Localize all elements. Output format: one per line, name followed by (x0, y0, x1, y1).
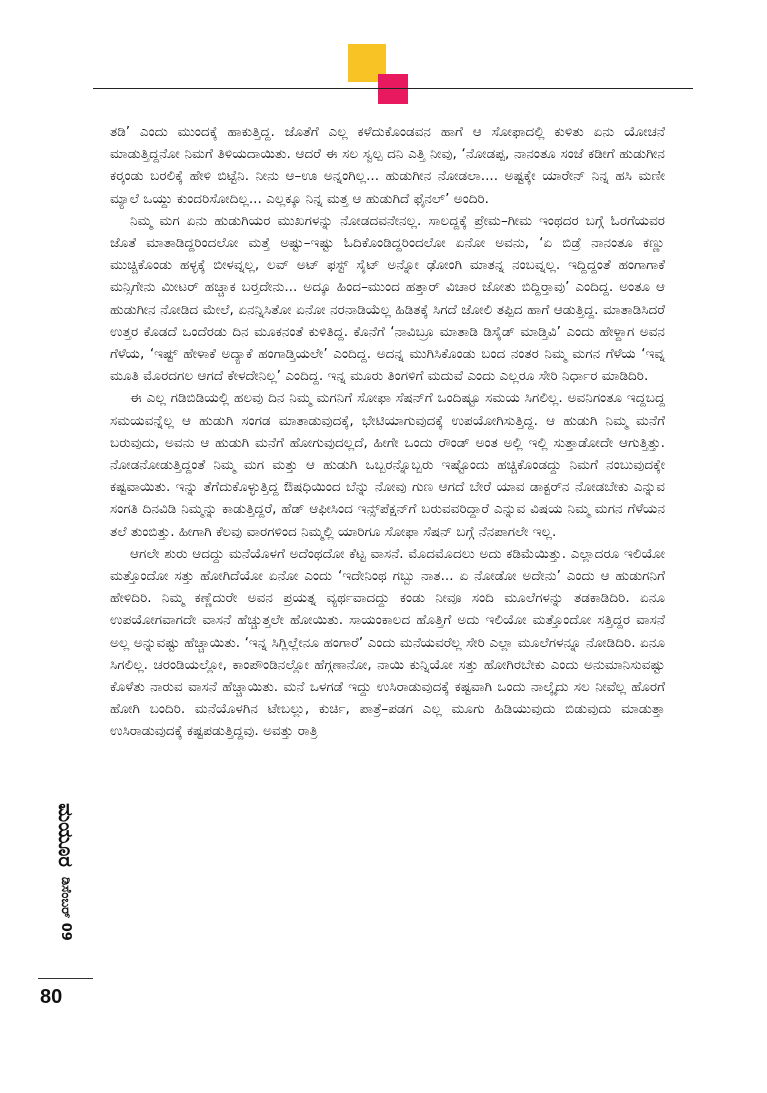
paragraph-3: ಈ ಎಲ್ಲ ಗಡಿಬಿಡಿಯಲ್ಲಿ ಹಲವು ದಿನ ನಿಮ್ಮ ಮಗನಿಗೆ ಸೋಫಾ ಸೆಷನ್‌ಗೆ ಒಂದಿಷ್ಟೂ ಸಮಯ ಸಿಗಲಿಲ್ಲ. ಅವನಿಗಂತೂ ಇದ್ದಬದ್ದ ಸಮಯವನ್ನೆಲ್ಲ ಆ ಹುಡುಗಿ ಸಂಗಡ ಮಾತಾಡುವುದಕ್ಕೆ, ಭೇಟಿಯಾಗುವುದಕ್ಕೆ ಉಪಯೋಗಿಸುತ್ತಿದ್ದ. ಆ ಹುಡುಗಿ ನಿಮ್ಮ ಮನೆಗೆ ಬರುವುದು, ಅವನು ಆ ಹುಡುಗಿ ಮನೆಗೆ ಹೋಗುವುದಲ್ಲದೆ, ಹೀಗೇ ಒಂದು ರೌಂಡ್ ಅಂತ ಅಲ್ಲಿ ಇಲ್ಲಿ ಸುತ್ತಾಡೋದೇ ಆಗುತ್ತಿತ್ತು. ನೋಡನೋಡುತ್ತಿದ್ದಂತೆ ನಿಮ್ಮ ಮಗ ಮತ್ತು ಆ ಹುಡುಗಿ ಒಬ್ಬರನ್ನೊಬ್ಬರು ಇಷ್ಟೊಂದು ಹಚ್ಚಿಕೊಂಡದ್ದು ನಿಮಗೆ ನಂಬುವುದಕ್ಕೇ ಕಷ್ಟವಾಯಿತು. ಇನ್ನು ತೆಗೆದುಕೊಳ್ಳುತ್ತಿದ್ದ ಔಷಧಿಯಿಂದ ಬೆನ್ನು ನೋವು ಗುಣ ಆಗದೆ ಬೇರೆ ಯಾವ ಡಾಕ್ಟರ್‌ನ ನೋಡಬೇಕು ಎನ್ನುವ ಸಂಗತಿ ದಿನವಿಡಿ ನಿಮ್ಮನ್ನು ಕಾಡುತ್ತಿದ್ದರೆ, ಹೆಡ್ ಆಫೀಸಿಂದ ಇನ್ಸ್‌ಪೆಕ್ಷನ್‌ಗೆ ಬರುವವರಿದ್ದಾರೆ ಎನ್ನುವ ವಿಷಯ ನಿಮ್ಮ ಮಗನ ಗೆಳೆಯನ ತಲೆ ತುಂಬಿತ್ತು. ಹೀಗಾಗಿ ಕೆಲವು ವಾರಗಳಿಂದ ನಿಮ್ಮಲ್ಲಿ ಯಾರಿಗೂ ಸೋಫಾ ಸೆಷನ್ ಬಗ್ಗೆ ನೆನಪಾಗಲೇ ಇಲ್ಲ. (110, 390, 665, 540)
issue-month: ಡಿಸೆಂಬರ್ 09 (58, 876, 74, 941)
article-body (110, 121, 665, 743)
page-number: 80 (40, 986, 63, 1008)
paragraph-2: ನಿಮ್ಮ ಮಗ ಏನು ಹುಡುಗಿಯರ ಮುಖಗಳನ್ನು ನೋಡದವನೇನಲ್ಲ. ಸಾಲದ್ದಕ್ಕೆ ಪ್ರೇಮ–ಗೀಮ ಇಂಥದರ ಬಗ್ಗೆ ಓರಗೆಯವರ ಜೊತೆ ಮಾತಾಡಿದ್ದರಿಂದಲೋ ಮತ್ತೆ ಅಷ್ಟು–ಇಷ್ಟು ಓದಿಕೊಂಡಿದ್ದರಿಂದಲೋ ಏನೋ ಅವನು, ‘ಏ ಬಿಡ್ರೆ ನಾನಂತೂ ಕಣ್ಣು ಮುಚ್ಚಿಕೊಂಡು ಹಳ್ಳಕ್ಕೆ ಬೀಳವ್ನಲ್ಲ, ಲವ್ ಅಟ್ ಫಸ್ಟ್ ಸೈಟ್ ಅನ್ನೋ ಢೋಂಗಿ ಮಾತನ್ನ ನಂಬವ್ನಲ್ಲ. ಇದ್ದಿದ್ದಂತೆ ಹಂಗಾಗಾಕೆ ಮನ್ಸಿಗೇನು ಮೀಟರ್ ಹಚ್ಚಾಕ ಬರ್‍ತದೇನು... ಅದ್ಕೂ ಹಿಂದ–ಮುಂದ ಹತ್ತಾರ್ ವಿಚಾರ ಜೋತು ಬಿದ್ದಿರ್‍ತಾವು’ ಎಂದಿದ್ದ. ಅಂತೂ ಆ ಹುಡುಗೀನ ನೋಡಿದ ಮೇಲೆ, ಏನನ್ನಿಸಿತೋ ಏನೋ ನರನಾಡಿಯೆಲ್ಲ ಹಿಡಿತಕ್ಕೆ ಸಿಗದೆ ಜೋಲಿ ತಪ್ಪಿದ ಹಾಗೆ ಆಡುತ್ತಿದ್ದ. ಮಾತಾಡಿಸಿದರೆ ಉತ್ತರ ಕೊಡದೆ ಒಂದೆರಡು ದಿನ ಮೂಕನಂತೆ ಕುಳಿತಿದ್ದ. ಕೊನೆಗೆ ‘ನಾವಿಬ್ರೂ ಮಾತಾಡಿ ಡಿಸೈಡ್ ಮಾಡ್ತಿವಿ’ ಎಂದು ಹೇಳ್ದಾಗ ಅವನ ಗೆಳೆಯ, ‘ಇಷ್ಟ್ ಹೇಳಾಕೆ ಅದ್ಯಾಕೆ ಹಂಗಾಡ್ತಿಯಲೇ’ ಎಂದಿದ್ದ. ಅದನ್ನ ಮುಗಿಸಿಕೊಂಡು ಬಂದ ನಂತರ ನಿಮ್ಮ ಮಗನ ಗೆಳೆಯ ‘ಇವ್ನ ಮೂತಿ ಮೊರದಗಲ ಆಗದೆ ಕೇಳದೇನಿಲ್ಲ’ ಎಂದಿದ್ದ. ಇನ್ನ ಮೂರು ತಿಂಗಳಿಗೆ ಮದುವೆ ಎಂದು ಎಲ್ಲರೂ ಸೇರಿ ನಿರ್ಧಾರ ಮಾಡಿದಿರಿ. (110, 212, 665, 385)
paragraph-4: ಆಗಲೇ ಶುರು ಆದದ್ದು ಮನೆಯೊಳಗೆ ಅದೆಂಥದೋ ಕೆಟ್ಟ ವಾಸನೆ. ಮೊದಮೊದಲು ಅದು ಕಡಿಮೆಯಿತ್ತು. ಎಲ್ಲಾದರೂ ಇಲಿಯೋ ಮತ್ತೊಂದೋ ಸತ್ತು ಹೋಗಿದೆಯೋ ಏನೋ ಎಂದು ‘ಇದೇನಿಂಥ ಗಬ್ಬು ನಾತ... ಏ ನೋಡೋ ಅದೇನು’ ಎಂದು ಆ ಹುಡುಗನಿಗೆ ಹೇಳಿದಿರಿ. ನಿಮ್ಮ ಕಣ್ಣೆದುರೇ ಅವನ ಪ್ರಯತ್ನ ವ್ಯರ್ಥವಾದದ್ದು ಕಂಡು ನೀವೂ ಸಂದಿ ಮೂಲೆಗಳನ್ನು ತಡಕಾಡಿದಿರಿ. ಏನೂ ಉಪಯೋಗವಾಗದೇ ವಾಸನೆ ಹೆಚ್ಚುತ್ತಲೇ ಹೋಯಿತು. ಸಾಯಂಕಾಲದ ಹೊತ್ತಿಗೆ ಅದು ಇಲಿಯೋ ಮತ್ತೊಂದೋ ಸತ್ತಿದ್ದರ ವಾಸನೆ ಅಲ್ಲ ಅನ್ನುವಷ್ಟು ಹೆಚ್ಚಾಯಿತು. ‘ಇನ್ನ ಸಿಗ್ಲಿಲ್ಲೇನೂ ಹಂಗಾರೆ’ ಎಂದು ಮನೆಯವರೆಲ್ಲ ಸೇರಿ ಎಲ್ಲಾ ಮೂಲೆಗಳನ್ನೂ ನೋಡಿದಿರಿ. ಏನೂ ಸಿಗಲಿಲ್ಲ. ಚರಂಡಿಯಲ್ಲೋ, ಕಾಂಪೌಂಡಿನಲ್ಲೋ ಹೆಗ್ಗಣಾನೋ, ನಾಯಿ ಕುನ್ನಿಯೋ ಸತ್ತು ಹೋಗಿರಬೇಕು ಎಂದು ಅನುಮಾನಿಸುವಷ್ಟು ಕೊಳೆತು ನಾರುವ ವಾಸನೆ ಹೆಚ್ಚಾಯಿತು. ಮನೆ ಒಳಗಡೆ ಇದ್ದು ಉಸಿರಾಡುವುದಕ್ಕೆ ಕಷ್ಟವಾಗಿ ಒಂದು ನಾಲ್ಕೈದು ಸಲ ನೀವೆಲ್ಲ ಹೊರಗೆ ಹೋಗಿ ಬಂದಿರಿ. ಮನೆಯೊಳಗಿನ ಟೇಬಲ್ಲು, ಕುರ್ಚಿ, ಪಾತ್ರೆ–ಪಡಗ ಎಲ್ಲ ಮೂಗು ಹಿಡಿಯುವುದು ಬಿಡುವುದು ಮಾಡುತ್ತಾ ಉಸಿರಾಡುವುದಕ್ಕೆ ಕಷ್ಟಪಡುತ್ತಿದ್ದವು. ಅವತ್ತು ರಾತ್ರಿ (110, 545, 665, 740)
footer-rule (38, 978, 93, 979)
decorative-magenta-square (378, 74, 408, 104)
paragraph-1: ತಡಿ’ ಎಂದು ಮುಂದಕ್ಕೆ ಹಾಕುತ್ತಿದ್ದ. ಜೊತೆಗೆ ಎಲ್ಲ ಕಳೆದುಕೊಂಡವನ ಹಾಗೆ ಆ ಸೋಫಾದಲ್ಲಿ ಕುಳಿತು ಏನು ಯೋಚನೆ ಮಾಡುತ್ತಿದ್ದನೋ ನಿಮಗೆ ತಿಳಿಯದಾಯಿತು. ಆದರೆ ಈ ಸಲ ಸ್ವಲ್ಪ ದನಿ ಎತ್ತಿ ನೀವು, ‘ನೋಡಪ್ಪ, ನಾನಂತೂ ಸಂಜೆ ಕಡೀಗೆ ಹುಡುಗೀನ ಕರ್‍ಕಂಡು ಬರಲಿಕ್ಕೆ ಹೇಳಿ ಬಿಟ್ಟೆನಿ. ನೀನು ಆ–ಊ ಅನ್ನಂಗಿಲ್ಲ... ಹುಡುಗೀನ ನೋಡಲಾ.... ಅಷ್ಟಕ್ಕೇ ಯಾರೇನ್ ನಿನ್ನ ಹಸಿ ಮಣೀ ಮ್ಯಾಲೆ ಒಯ್ದು ಕುಂದರಿಸೋದಿಲ್ಲ... ಎಲ್ಲಕ್ಕೂ ನಿನ್ನ ಮತ್ತ ಆ ಹುಡುಗಿದೆ ಫೈನಲ್’ ಅಂದಿರಿ. (110, 124, 665, 207)
magazine-name: ಮಯೂರ (54, 803, 78, 867)
sidebar-masthead (53, 762, 79, 982)
header-rule (93, 88, 693, 89)
